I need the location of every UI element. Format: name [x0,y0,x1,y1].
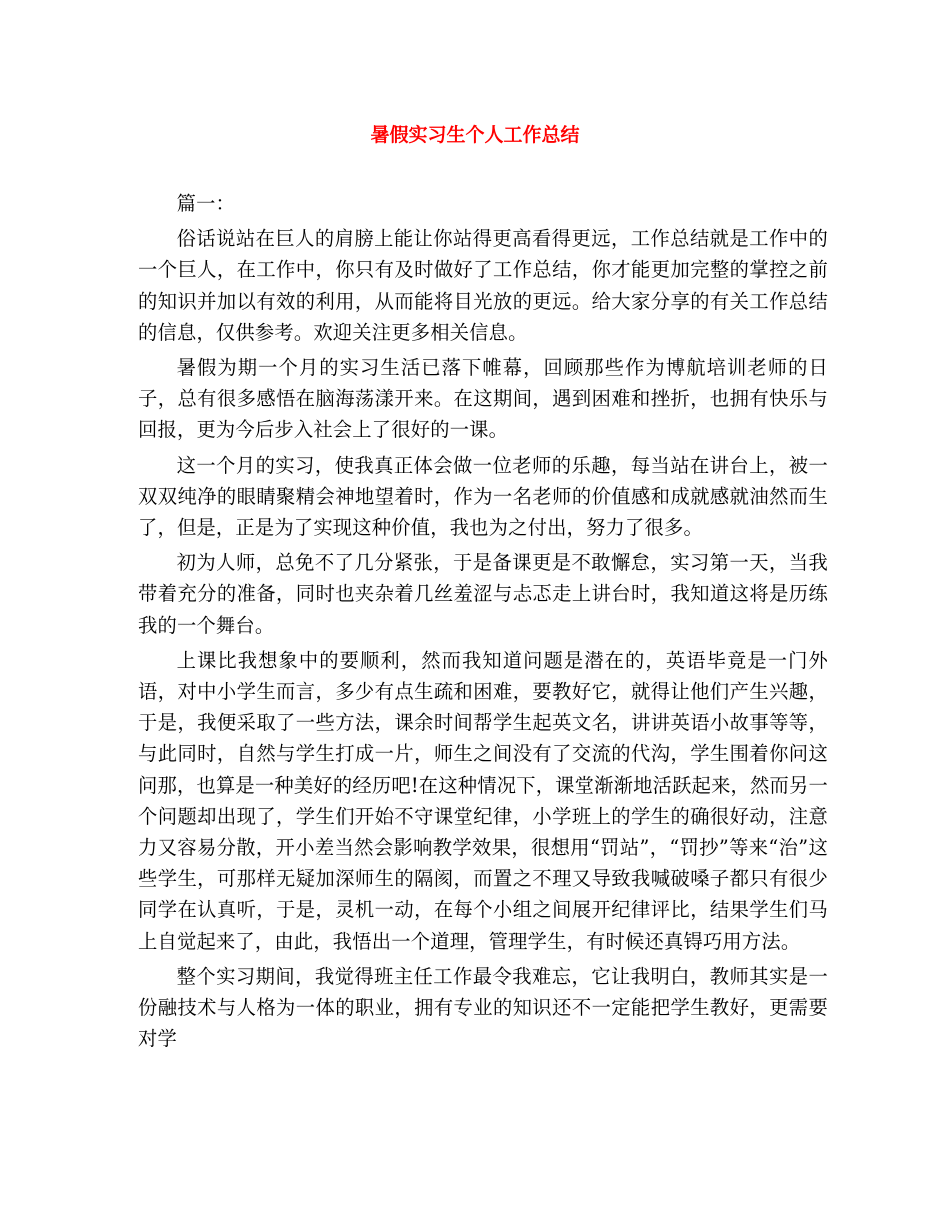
paragraph-section-label: 篇一： [176,192,236,215]
paragraph-head-teacher: 整个实习期间，我觉得班主任工作最令我难忘，它让我明白，教师其实是一份融技术与人格为一体的职业，拥有专业的知识还不一定能把学生教好，更需要对学 [138,964,828,1051]
paragraph-first-day: 初为人师，总免不了几分紧张，于是备课更是不敢懈怠，实习第一天，当我带着充分的准备，同时也夹杂着几丝羞涩与忐忑走上讲台时，我知道这将是历练我的一个舞台。 [138,551,828,637]
paragraph-intro: 俗话说站在巨人的肩膀上能让你站得更高看得更远，工作总结就是工作中的一个巨人，在工作中，你只有及时做好了工作总结，你才能更加完整的掌控之前的知识并加以有效的利用，从而能将目光放的更远。给大家分享的有关工作总结的信息，仅供参考。欢迎关注更多相关信息。 [138,227,828,344]
document-title: 暑假实习生个人工作总结 [370,124,580,146]
paragraph-summer-internship: 暑假为期一个月的实习生活已落下帷幕，回顾那些作为博航培训老师的日子，总有很多感悟在脑海荡漾开来。在这期间，遇到困难和挫折，也拥有快乐与回报，更为今后步入社会上了很好的一课。 [138,356,828,442]
paragraph-classroom: 上课比我想象中的要顺利，然而我知道问题是潜在的，英语毕竟是一门外语，对中小学生而言，多少有点生疏和困难，要教好它，就得让他们产生兴趣，于是，我便采取了一些方法，课余时间帮学生起英文名，讲讲英语小故事等等，与此同时，自然与学生打成一片，师生之间没有了交流的代沟，学生围着你问这问那，也算是一种美好的经历吧!在这种情况下，课堂渐渐地活跃起来，然而另一个问题却出现了，学生们开始不守课堂纪律，小学班上的学生的确很好动，注意力又容易分散，开小差当然会影响教学效果，很想用“罚站”，“罚抄”等来“治”这些学生，可那样无疑加深师生的隔阂，而置之不理又导致我喊破嗓子都只有很少同学在认真听，于是，灵机一动，在每个小组之间展开纪律评比，结果学生们马上自觉起来了，由此，我悟出一个道理，管理学生，有时候还真锝巧用方法。 [138,648,828,953]
paragraph-teaching-joy: 这一个月的实习，使我真正体会做一位老师的乐趣，每当站在讲台上，被一双双纯净的眼睛聚精会神地望着时，作为一名老师的价值感和成就感就油然而生了，但是，正是为了实现这种价值，我也为之付出，努力了很多。 [138,453,828,540]
document-body [138,188,828,1058]
